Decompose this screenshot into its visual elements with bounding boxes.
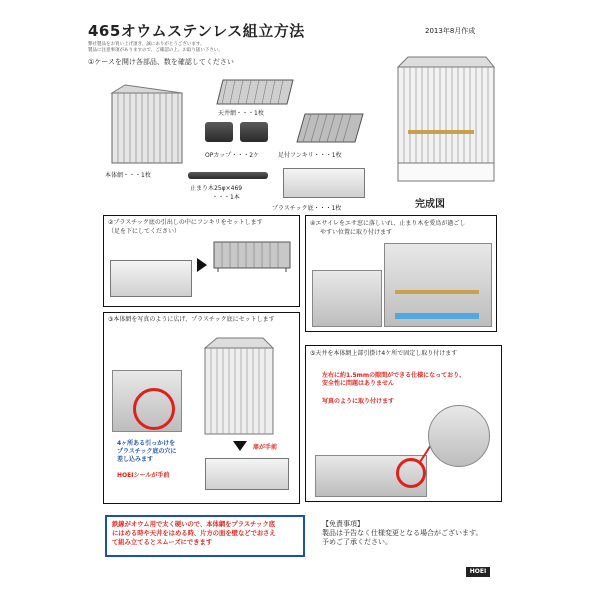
disclaimer-line-2: 予めご了承ください。 — [322, 538, 392, 546]
step3-hoei-note: HOEIシールが手前 — [117, 472, 170, 479]
step3-highlight-circle — [133, 388, 175, 430]
page-title: 465オウムステンレス組立方法 — [88, 22, 305, 40]
label-body-mesh: 本体網・・・1枚 — [105, 172, 151, 179]
step3-tray-photo — [205, 458, 289, 490]
op-cup-image-2 — [240, 122, 268, 142]
creation-date: 2013年8月作成 — [425, 27, 476, 35]
step3-text: ③本体網を写真のように広げ、プラスチック底にセットします — [108, 316, 275, 323]
step3-arrow-icon — [233, 441, 247, 451]
step5-note-1: 左右に約1.5mmの隙間ができる仕様になっており、 — [322, 372, 466, 379]
label-op-cup: OPカップ・・・2ケ — [205, 152, 260, 159]
label-plastic-tray: プラスチック底・・・1枚 — [272, 205, 342, 212]
label-foot-grid: 足付フンキリ・・・1枚 — [278, 152, 342, 159]
op-cup-image-1 — [205, 122, 233, 142]
intro-text — [88, 42, 368, 54]
step5-note-2: 安全性に問題はありません — [322, 380, 395, 387]
label-completed: 完成図 — [415, 199, 445, 210]
assembly-tip-line-2: にはめる時や天井をはめる時、片方の面を壁などでおさえ — [112, 530, 276, 537]
step5-zoom-photo — [428, 405, 490, 467]
step5-note-3: 写真のように取り付けます — [322, 398, 395, 405]
step3-note-2: プラスチック底の穴に — [117, 448, 177, 455]
step2-foot-grid-photo — [212, 240, 292, 272]
step2-arrow-icon — [197, 258, 207, 272]
step3-note-3: 差し込みます — [117, 456, 154, 463]
intro-line-1: 弊社製品をお買い上げ頂き、誠にありがとうございます。 — [88, 42, 205, 47]
label-perch: 止まり木25φ×469 — [190, 185, 243, 192]
roof-mesh-image — [215, 78, 295, 106]
plastic-tray-image — [283, 168, 365, 198]
step3-front-label: 扉が手前 — [253, 444, 278, 451]
disclaimer-heading: 【免責事項】 — [322, 520, 364, 528]
step4-perch — [395, 290, 479, 294]
step4-text-2: やすい位置に取り付けます — [320, 229, 393, 236]
label-roof-mesh: 天井網・・・1枚 — [218, 110, 264, 117]
disclaimer — [322, 520, 482, 547]
intro-line-2: 製品に注意事項がありますので、ご確認の上、お取り扱い下さい。 — [88, 48, 223, 53]
hoei-logo: HOEI — [466, 567, 490, 577]
step1-heading: ①ケースを開け各部品、数を確認してください — [88, 58, 234, 66]
step2-text-2: （足を下にしてください） — [108, 228, 181, 235]
step5-text: ⑤天井を本体網上部引掛け4ケ所で固定し取り付けます — [310, 350, 458, 357]
step2-tray-photo — [110, 260, 192, 297]
step2-text-1: ②プラスチック底の引出しの中にフンキリをセットします — [108, 219, 263, 226]
perch-image — [188, 172, 268, 179]
completed-cage-image — [388, 55, 496, 185]
assembly-tip-line-1: 鉄線がオウム用で太く硬いので、本体網をプラスチック底 — [112, 521, 276, 528]
step4-text-1: ④エサイレをエサ窓に落しいれ、止まり木を愛鳥が過ごし — [310, 220, 466, 227]
step4-photo-left — [312, 270, 382, 327]
body-mesh-image — [110, 85, 185, 165]
step3-note-1: 4ヶ所ある引っかけを — [117, 440, 176, 447]
assembly-tip-line-3: て組み立てるとスムーズにできます — [112, 539, 213, 546]
step4-tray-edge — [395, 313, 479, 319]
disclaimer-line-1: 製品は予告なく仕様変更となる場合がございます。 — [322, 529, 483, 537]
step3-cage-photo — [203, 336, 275, 436]
foot-grid-image — [295, 112, 365, 144]
assembly-tip-box — [105, 515, 305, 557]
label-perch-qty: ・・・1本 — [212, 194, 240, 201]
